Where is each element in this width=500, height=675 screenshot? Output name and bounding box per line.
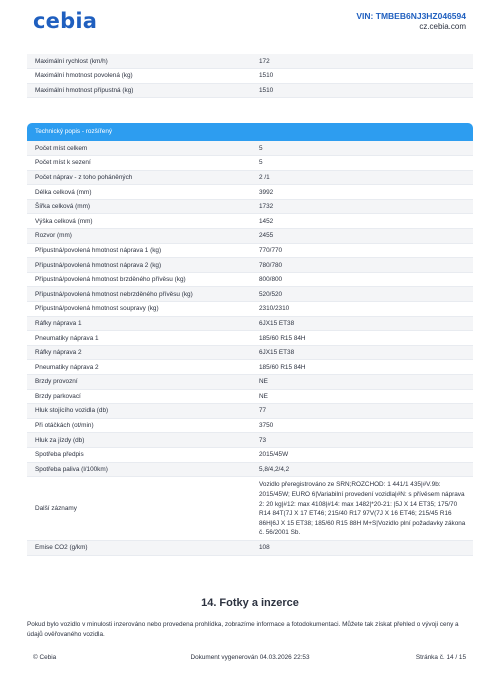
vin-number: VIN: TMBEB6NJ3HZ046594 bbox=[356, 11, 466, 21]
footer-copyright: © Cebia bbox=[33, 654, 57, 661]
row-label: Výška celková (mm) bbox=[27, 214, 257, 229]
row-value: 5 bbox=[257, 141, 473, 156]
row-label: Brzdy parkovací bbox=[27, 389, 257, 404]
table-row bbox=[27, 404, 473, 419]
row-value: 172 bbox=[257, 54, 473, 69]
table-row bbox=[27, 258, 473, 273]
section-header-technical: Technický popis - rozšířený bbox=[27, 123, 473, 141]
table-row bbox=[27, 243, 473, 258]
row-value: 3992 bbox=[257, 185, 473, 200]
row-value: 5 bbox=[257, 156, 473, 171]
row-value: 2455 bbox=[257, 229, 473, 244]
row-label: Přípustná/povolená hmotnost soupravy (kg) bbox=[27, 302, 257, 317]
table-row bbox=[27, 141, 473, 156]
row-value: 2310/2310 bbox=[257, 302, 473, 317]
row-label: Maximální rychlost (km/h) bbox=[27, 54, 257, 69]
row-value: Vozidlo přeregistrováno ze SRN;ROZCHOD: 1 441/1 435|#V.9b: 2015/45W; EURO 6|Variabilní provedení vozidla|#N: s přívěsem náprava 2: 20 kg|#12: max 4108|#14: max 1482|*20-21: |5J X 14 ET35; 175/70 R14 84T(7J X 17 ET46; 215/40 R17 97V(7J X 16 ET46; 215/45 R16 86H|6J X 15 ET38; 185/60 R15 88H M+S|Vozidlo plní požadavky zákona č. 56/2001 Sb. bbox=[257, 477, 473, 541]
row-value: 5,8/4,2/4,2 bbox=[257, 462, 473, 477]
row-value: 1732 bbox=[257, 199, 473, 214]
row-value: 520/520 bbox=[257, 287, 473, 302]
row-value: 185/60 R15 84H bbox=[257, 331, 473, 346]
footer-page-number: Stránka č. 14 / 15 bbox=[415, 654, 466, 661]
table-row bbox=[27, 302, 473, 317]
row-value: 3750 bbox=[257, 418, 473, 433]
row-value: 77 bbox=[257, 404, 473, 419]
top-spec-table bbox=[27, 54, 473, 98]
row-label: Další záznamy bbox=[27, 477, 257, 541]
row-label: Maximální hmotnost povolená (kg) bbox=[27, 69, 257, 84]
row-value: 1452 bbox=[257, 214, 473, 229]
table-row bbox=[27, 477, 473, 541]
row-label: Spotřeba předpis bbox=[27, 447, 257, 462]
row-value: 2 /1 bbox=[257, 170, 473, 185]
table-row bbox=[27, 156, 473, 171]
row-label: Počet náprav - z toho poháněných bbox=[27, 170, 257, 185]
row-value: 108 bbox=[257, 541, 473, 556]
table-row bbox=[27, 360, 473, 375]
row-label: Brzdy provozní bbox=[27, 375, 257, 390]
table-row bbox=[27, 375, 473, 390]
row-label: Pneumatiky náprava 2 bbox=[27, 360, 257, 375]
table-row bbox=[27, 462, 473, 477]
table-row bbox=[27, 199, 473, 214]
row-label: Při otáčkách (ot/min) bbox=[27, 418, 257, 433]
row-value: 6JX15 ET38 bbox=[257, 345, 473, 360]
table-row bbox=[27, 447, 473, 462]
row-label: Rozvor (mm) bbox=[27, 229, 257, 244]
row-label: Přípustná/povolená hmotnost náprava 1 (kg) bbox=[27, 243, 257, 258]
table-row bbox=[27, 229, 473, 244]
row-label: Délka celková (mm) bbox=[27, 185, 257, 200]
row-label: Spotřeba paliva (l/100km) bbox=[27, 462, 257, 477]
row-value: 185/60 R15 84H bbox=[257, 360, 473, 375]
row-label: Přípustná/povolená hmotnost náprava 2 (kg) bbox=[27, 258, 257, 273]
row-value: 6JX15 ET38 bbox=[257, 316, 473, 331]
row-label: Šířka celková (mm) bbox=[27, 199, 257, 214]
row-value: 800/800 bbox=[257, 272, 473, 287]
page-header bbox=[0, 0, 500, 44]
table-row bbox=[27, 345, 473, 360]
row-label: Přípustná/povolená hmotnost brzděného přívěsu (kg) bbox=[27, 272, 257, 287]
row-label: Počet míst k sezení bbox=[27, 156, 257, 171]
table-row bbox=[27, 170, 473, 185]
row-label: Hluk stojícího vozidla (db) bbox=[27, 404, 257, 419]
row-label: Počet míst celkem bbox=[27, 141, 257, 156]
row-label: Přípustná/povolená hmotnost nebrzděného přívěsu (kg) bbox=[27, 287, 257, 302]
row-label: Hluk za jízdy (db) bbox=[27, 433, 257, 448]
row-label: Emise CO2 (g/km) bbox=[27, 541, 257, 556]
table-row bbox=[27, 272, 473, 287]
row-value: 770/770 bbox=[257, 243, 473, 258]
table-row bbox=[27, 69, 473, 84]
table-row bbox=[27, 389, 473, 404]
cebia-logo: cebia bbox=[33, 9, 98, 33]
technical-spec-table bbox=[27, 141, 473, 556]
table-row bbox=[27, 418, 473, 433]
table-row bbox=[27, 541, 473, 556]
section-title-photos: 14. Fotky a inzerce bbox=[201, 597, 299, 609]
row-label: Ráfky náprava 1 bbox=[27, 316, 257, 331]
row-value: NE bbox=[257, 375, 473, 390]
row-value: 1510 bbox=[257, 83, 473, 98]
row-value: NE bbox=[257, 389, 473, 404]
row-label: Ráfky náprava 2 bbox=[27, 345, 257, 360]
row-label: Pneumatiky náprava 1 bbox=[27, 331, 257, 346]
table-row bbox=[27, 83, 473, 98]
row-value: 2015/45W bbox=[257, 447, 473, 462]
table-row bbox=[27, 185, 473, 200]
table-row bbox=[27, 54, 473, 69]
footer-generated: Dokument vygenerován 04.03.2026 22:53 bbox=[190, 654, 310, 661]
row-value: 1510 bbox=[257, 69, 473, 84]
photos-description: Pokud bylo vozidlo v minulosti inzerováno nebo provedena prohlídka, zobrazíme informace a fotodokumentaci. Můžete tak získat přehled o vývoji ceny a údajů ověřovaného vozidla. bbox=[27, 621, 459, 638]
table-row bbox=[27, 433, 473, 448]
table-row bbox=[27, 316, 473, 331]
site-url: cz.cebia.com bbox=[419, 22, 466, 31]
table-row bbox=[27, 287, 473, 302]
table-row bbox=[27, 214, 473, 229]
row-value: 780/780 bbox=[257, 258, 473, 273]
table-row bbox=[27, 331, 473, 346]
row-value: 73 bbox=[257, 433, 473, 448]
row-label: Maximální hmotnost přípustná (kg) bbox=[27, 83, 257, 98]
